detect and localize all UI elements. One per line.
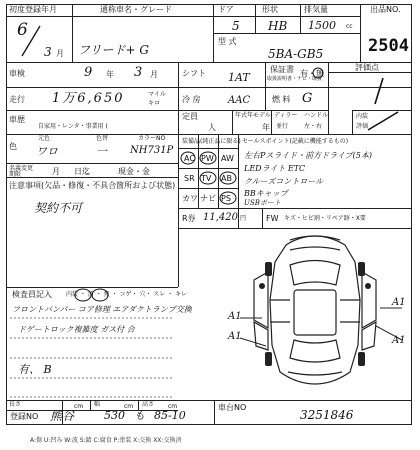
reg-month-unit: 月	[56, 49, 64, 58]
year-model-label: 年式年モデル	[235, 112, 271, 119]
selling-point-5: USBポート	[244, 199, 281, 207]
reg-month: 3	[44, 45, 52, 59]
mileage-value: 1万6,650	[52, 91, 125, 106]
selling-point-4: BBキャップ	[244, 189, 288, 198]
name-change-label: 名義変更	[9, 165, 34, 172]
payment-label: 現金・金	[118, 167, 150, 176]
warranty-circle	[313, 68, 323, 78]
selling-point-2: LEDライト ETC	[244, 164, 306, 173]
equip-tv-circle	[200, 172, 216, 184]
chassis-value: 3251846	[300, 408, 354, 422]
reg-no-label: 登録NO	[10, 412, 39, 421]
shaken-year: 9	[84, 65, 93, 80]
equip-ac-circle	[181, 152, 195, 164]
displacement-value: 1500	[308, 19, 336, 32]
equip-ab: AB	[221, 174, 232, 183]
orig-color-label: 元色	[38, 135, 51, 142]
deadline-day: 日迄	[74, 167, 90, 176]
first-reg-label: 初度登録年月	[9, 5, 57, 14]
reg-year: 6	[17, 20, 28, 40]
inspector-line-2: ドゲートロック複雑度 ガス付 合	[18, 325, 135, 334]
mile-label: マイル	[148, 91, 166, 98]
doors-value: 5	[232, 19, 240, 33]
model-code: 5BA-GB5	[268, 47, 324, 61]
inspector-line-1: フロントバンパー コア修理 エアダクトランプ交換	[12, 305, 192, 314]
equip-sr: SR	[184, 174, 195, 183]
chassis-label: 車台NO	[218, 403, 247, 412]
reg-class: 530	[104, 409, 125, 422]
change-color-label: 色替	[96, 135, 109, 142]
color-label: 色	[9, 142, 17, 151]
selling-point-1: 左右Pスライド・前方ドライブ(5本)	[244, 151, 372, 160]
aircon-label: 冷 房	[182, 95, 201, 104]
grade-label: 評価点	[355, 63, 379, 72]
damage-mark-left-2: A1	[228, 331, 242, 342]
reg-area: 熊谷	[50, 409, 75, 423]
damage-mark-right-2: A1	[392, 335, 406, 346]
handle-value: 左・右	[304, 123, 323, 130]
fw-label: FW	[266, 214, 279, 223]
equip-navi: ナビ	[200, 194, 216, 203]
mileage-label: 走行	[9, 95, 25, 104]
equip-pw: PW	[201, 154, 214, 163]
footer-legend: A:傷 U:凹み W:波 S:錆 C:腐食 P:塗装 X:交換 XX:交換済	[30, 437, 182, 444]
equip-leather: カワ	[182, 194, 198, 203]
lot-number: 2504	[368, 36, 409, 56]
change-color-value: 一	[96, 145, 107, 158]
lot-label: 出品NO.	[370, 5, 401, 14]
r-unit: 円	[240, 215, 247, 222]
displacement-label: 排気量	[304, 5, 328, 14]
model-label: 型 式	[218, 37, 237, 46]
use-label: 車歴	[9, 115, 25, 124]
handle-label: ハンドル	[304, 112, 329, 119]
height-unit: cm	[168, 403, 178, 410]
width-unit: cm	[124, 403, 134, 410]
shift-value: 1AT	[228, 71, 250, 84]
cc-unit: cc	[346, 23, 353, 30]
deadline-month: 月	[52, 167, 60, 176]
inspector-options: 内装 ・ 汚 ・ 焦 ・ コゲ・ 穴・ スレ ・ キレ	[66, 291, 188, 298]
shaken-year-unit: 年	[106, 70, 114, 79]
shaken-month: 3	[134, 65, 143, 80]
shaken-month-unit: 月	[150, 70, 158, 79]
year-model-unit: 年	[262, 123, 270, 132]
notes-label: 注意事項(欠品・修復・不具合箇所および状態)	[9, 181, 176, 190]
interior-sub: 評価	[356, 123, 369, 130]
inspector-label: 検査員記入	[12, 290, 52, 299]
damage-mark-left-1: A1	[228, 311, 242, 322]
km-label: キロ	[148, 100, 161, 107]
dealer-label: ディラー	[274, 112, 298, 119]
warranty-label: 保証書	[270, 65, 294, 74]
door-label: ドア	[218, 5, 234, 14]
reg-number: 85-10	[154, 409, 186, 422]
damage-mark-right-1: A1	[392, 297, 406, 308]
r-label: R券	[182, 214, 196, 223]
color-code-value: NH731P	[130, 145, 174, 156]
use-options: 自家用・レンタ・事業用 (	[38, 123, 108, 130]
equip-aw: AW	[221, 154, 234, 163]
dealer-value: 並行	[276, 123, 289, 130]
equip-ab-circle	[220, 172, 236, 184]
capacity-unit: 人	[208, 123, 216, 132]
shape-label: 形状	[262, 5, 278, 14]
fuel-label: 燃 料	[272, 95, 291, 104]
deadline-label: 期限	[9, 171, 22, 178]
equip-ac: AC	[184, 154, 195, 163]
capacity-label: 定員	[182, 112, 198, 121]
warranty-mark: 有・無	[300, 69, 324, 78]
selling-points-header: セールスポイント(記載に機能するもの)	[242, 138, 349, 145]
equip-ps-circle	[220, 192, 236, 204]
width-label: 幅	[94, 401, 101, 408]
height-label: 高さ	[142, 401, 155, 408]
shaken-label: 車検	[9, 69, 25, 78]
fuel-value: G	[302, 91, 313, 106]
selling-point-3: クルーズコントロール	[244, 177, 324, 186]
car-name: フリード+ G	[78, 43, 149, 57]
orig-color-value: ワロ	[36, 145, 58, 158]
shift-label: シフト	[182, 69, 206, 78]
equip-ps: PS	[221, 194, 231, 203]
reg-kana: も	[134, 409, 145, 422]
aircon-value: AAC	[228, 95, 251, 106]
notes-text: 契約不可	[34, 201, 83, 215]
r-value: 11,420	[203, 212, 238, 223]
equip-pw-circle	[200, 152, 216, 164]
length-label: 長さ	[9, 401, 22, 408]
equipment-header: 装備品(純正品に限る)	[182, 138, 241, 145]
car-name-label: 通称車名・グレード	[100, 5, 172, 14]
color-code-label: カラーNO	[138, 135, 166, 142]
length-unit: cm	[74, 403, 84, 410]
interior-label: 内装	[356, 113, 369, 120]
damage-legend: キズ・ヒビ割・リペア跡・X要	[284, 215, 366, 222]
equip-tv: TV	[201, 174, 212, 183]
inspector-line-4: 有、 B	[18, 363, 52, 376]
warranty-sub: 取扱説明書・ナビ・取扱	[267, 76, 323, 82]
shape-value: HB	[268, 19, 288, 33]
